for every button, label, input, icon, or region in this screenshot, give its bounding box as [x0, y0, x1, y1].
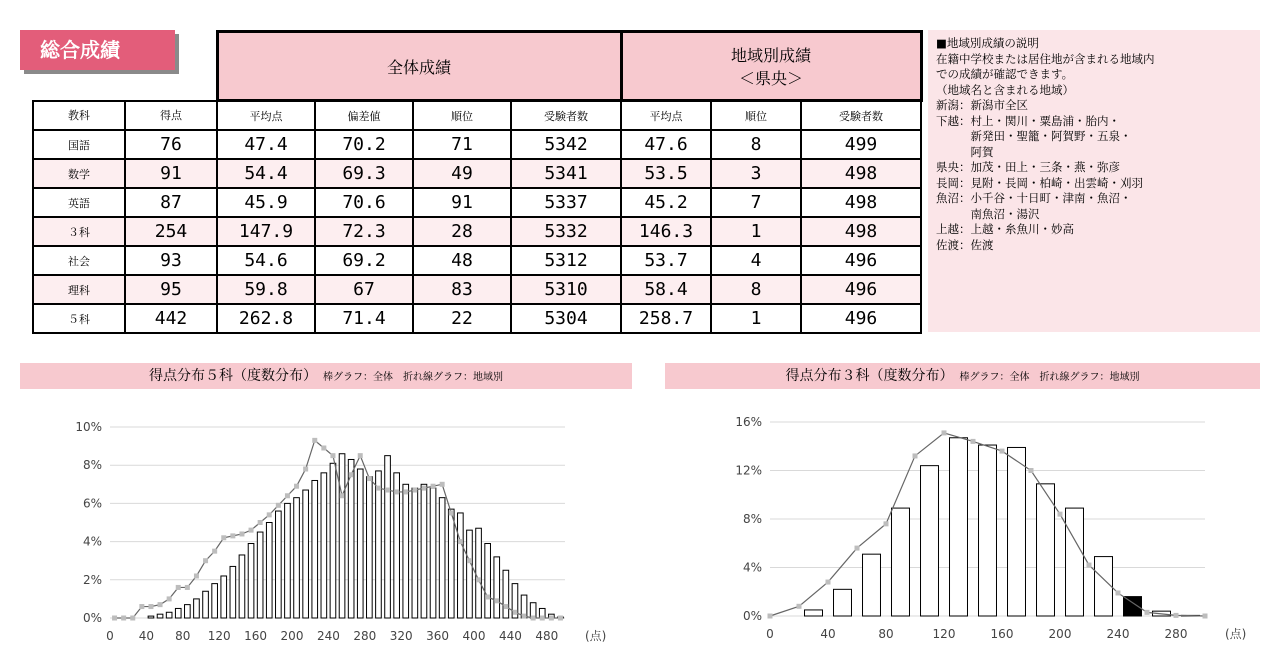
- line-point: [512, 610, 517, 615]
- bar: [385, 456, 391, 618]
- line-point: [112, 616, 117, 621]
- value-cell: 1: [711, 304, 801, 333]
- bar: [157, 614, 163, 618]
- bar: [430, 488, 436, 618]
- line-point: [194, 573, 199, 578]
- chart3-title-bar: [665, 363, 1260, 389]
- line-point: [485, 594, 490, 599]
- chart5-subtitle: 棒グラフ：全体 折れ線グラフ：地域別: [323, 372, 503, 383]
- line-point: [412, 488, 417, 493]
- value-cell: 5310: [511, 275, 621, 304]
- col-header-3: 偏差値: [315, 101, 413, 131]
- table-row: [33, 304, 921, 333]
- col-header-6: 平均点: [621, 101, 711, 131]
- y-tick-label: 4%: [742, 560, 762, 575]
- line-point: [1116, 590, 1121, 595]
- x-tick-label: 160: [244, 629, 268, 643]
- x-tick-label: 0: [106, 629, 114, 643]
- line-point: [503, 604, 508, 609]
- line-point: [449, 510, 454, 515]
- line-point: [467, 558, 472, 563]
- region-note: [928, 30, 1260, 332]
- chart5-title-bar: [20, 363, 632, 389]
- table-row: [33, 246, 921, 275]
- line-point: [797, 604, 802, 609]
- line-point: [440, 482, 445, 487]
- y-tick-label: 16%: [735, 415, 762, 429]
- line-point: [1203, 614, 1208, 619]
- chart3-subtitle: 棒グラフ：全体 折れ線グラフ：地域別: [959, 372, 1140, 383]
- line-point: [267, 512, 272, 517]
- group-header-row: [33, 32, 921, 101]
- value-cell: 47.6: [621, 130, 711, 159]
- bar: [348, 459, 354, 618]
- line-point: [855, 546, 860, 551]
- line-point: [884, 521, 889, 526]
- value-cell: 5312: [511, 246, 621, 275]
- bar: [376, 471, 382, 618]
- bar: [394, 473, 400, 618]
- col-header-8: 受験者数: [801, 101, 921, 131]
- overall-results-badge: 総合成績: [20, 30, 175, 70]
- line-point: [431, 484, 436, 489]
- x-tick-label: 160: [990, 627, 1014, 641]
- bar: [276, 511, 282, 618]
- table-row: [33, 159, 921, 188]
- bar: [321, 473, 327, 618]
- line-point: [312, 438, 317, 443]
- value-cell: 5341: [511, 159, 621, 188]
- table-row: [33, 217, 921, 246]
- value-cell: 254: [125, 217, 217, 246]
- group-region-title: 地域別成績: [730, 46, 811, 65]
- x-tick-label: 40: [138, 629, 155, 643]
- line-point: [340, 493, 345, 498]
- bar: [448, 509, 454, 618]
- value-cell: 53.7: [621, 246, 711, 275]
- x-tick-label: 200: [1048, 627, 1072, 641]
- value-cell: 22: [413, 304, 511, 333]
- x-unit-label: (点): [1225, 627, 1247, 641]
- y-tick-label: 2%: [82, 572, 102, 587]
- value-cell: 258.7: [621, 304, 711, 333]
- bar: [421, 484, 427, 618]
- bar: [248, 544, 254, 618]
- bar: [175, 608, 181, 618]
- value-cell: 7: [711, 188, 801, 217]
- table-row: [33, 130, 921, 159]
- value-cell: 71: [413, 130, 511, 159]
- value-cell: 262.8: [217, 304, 315, 333]
- value-cell: 496: [801, 304, 921, 333]
- line-point: [826, 580, 831, 585]
- bar: [285, 503, 291, 618]
- x-tick-label: 120: [932, 627, 956, 641]
- line-point: [403, 489, 408, 494]
- value-cell: 8: [711, 275, 801, 304]
- value-cell: 59.8: [217, 275, 315, 304]
- line-point: [303, 467, 308, 472]
- region-note-title: ■地域別成績の説明: [936, 36, 1039, 50]
- subject-cell: 理科: [33, 275, 125, 304]
- col-header-7: 順位: [711, 101, 801, 131]
- line-point: [185, 585, 190, 590]
- bar: [266, 523, 272, 619]
- value-cell: 496: [801, 246, 921, 275]
- line-point: [1174, 613, 1179, 618]
- y-tick-label: 0%: [742, 609, 762, 623]
- x-tick-label: 40: [820, 627, 836, 641]
- line-point: [385, 488, 390, 493]
- value-cell: 91: [413, 188, 511, 217]
- line-point: [1058, 512, 1063, 517]
- y-tick-label: 0%: [82, 611, 102, 625]
- x-tick-label: 240: [316, 629, 340, 643]
- value-cell: 1: [711, 217, 801, 246]
- line-point: [1145, 610, 1150, 615]
- line-point: [221, 535, 226, 540]
- line-point: [203, 558, 208, 563]
- bar: [950, 438, 968, 616]
- bar: [458, 513, 464, 618]
- line-point: [1087, 563, 1092, 568]
- y-tick-label: 4%: [82, 534, 102, 549]
- line-point: [476, 577, 481, 582]
- x-tick-label: 0: [766, 627, 774, 641]
- bar: [892, 508, 910, 616]
- region-note-line: 南魚沼・湯沢: [936, 206, 1040, 221]
- value-cell: 95: [125, 275, 217, 304]
- bar: [148, 616, 154, 618]
- y-tick-label: 12%: [735, 463, 762, 478]
- value-cell: 8: [711, 130, 801, 159]
- bar: [476, 528, 482, 618]
- bar: [257, 532, 263, 618]
- line-point: [376, 486, 381, 491]
- value-cell: 28: [413, 217, 511, 246]
- value-cell: 53.5: [621, 159, 711, 188]
- region-note-line: 下越：村上・関川・粟島浦・胎内・: [936, 113, 1120, 128]
- line-point: [358, 453, 363, 458]
- line-point: [139, 604, 144, 609]
- value-cell: 47.4: [217, 130, 315, 159]
- value-cell: 498: [801, 188, 921, 217]
- bar: [367, 477, 373, 618]
- chart5-title: 得点分布５科（度数分布）: [149, 368, 317, 384]
- value-cell: 54.6: [217, 246, 315, 275]
- x-tick-label: 80: [878, 627, 894, 641]
- bar: [412, 488, 418, 618]
- y-tick-label: 10%: [75, 420, 102, 434]
- value-cell: 58.4: [621, 275, 711, 304]
- bar: [485, 544, 491, 618]
- value-cell: 5304: [511, 304, 621, 333]
- bar: [203, 591, 209, 618]
- col-header-4: 順位: [413, 101, 511, 131]
- value-cell: 87: [125, 188, 217, 217]
- line-point: [330, 453, 335, 458]
- region-note-line: 新潟：新潟市全区: [936, 98, 1028, 112]
- bar: [230, 566, 236, 618]
- region-note-line: 佐渡：佐渡: [936, 237, 994, 252]
- subject-cell: 英語: [33, 188, 125, 217]
- col-header-5: 受験者数: [511, 101, 621, 131]
- value-cell: 498: [801, 217, 921, 246]
- y-tick-label: 8%: [82, 458, 102, 473]
- x-tick-label: 280: [353, 629, 377, 643]
- bar: [494, 557, 500, 618]
- line-point: [258, 520, 263, 525]
- y-tick-label: 8%: [742, 512, 762, 526]
- line-point: [540, 616, 545, 621]
- column-header-row: [33, 101, 921, 131]
- x-tick-label: 240: [1106, 627, 1130, 641]
- value-cell: 4: [711, 246, 801, 275]
- line-point: [913, 453, 918, 458]
- line-point: [158, 602, 163, 607]
- line-point: [971, 439, 976, 444]
- group-region-header: [621, 32, 921, 101]
- subject-cell: 社会: [33, 246, 125, 275]
- bar: [185, 605, 191, 618]
- bar: [1037, 484, 1055, 616]
- x-tick-label: 400: [462, 629, 486, 643]
- region-note-line: 新発田・聖籠・阿賀野・五泉・: [936, 129, 1132, 143]
- line-point: [549, 616, 554, 621]
- line-point: [212, 549, 217, 554]
- value-cell: 49: [413, 159, 511, 188]
- line-point: [494, 598, 499, 603]
- subject-cell: ５科: [33, 304, 125, 333]
- x-tick-label: 360: [426, 629, 450, 643]
- line-point: [1029, 468, 1034, 473]
- value-cell: 147.9: [217, 217, 315, 246]
- region-note-line: 阿賀: [936, 144, 994, 159]
- bar: [357, 469, 363, 618]
- x-tick-label: 120: [207, 629, 231, 643]
- y-tick-label: 6%: [82, 496, 102, 511]
- col-header-1: 得点: [125, 101, 217, 131]
- line-point: [230, 533, 235, 538]
- line-point: [239, 531, 244, 536]
- bar: [339, 454, 345, 618]
- value-cell: 72.3: [315, 217, 413, 246]
- line-point: [531, 616, 536, 621]
- x-tick-label: 200: [280, 629, 304, 643]
- bar: [834, 589, 852, 616]
- bar: [212, 584, 218, 618]
- line-point: [294, 484, 299, 489]
- col-header-0: 教科: [33, 101, 125, 131]
- x-tick-label: 280: [1164, 627, 1188, 641]
- line-point: [394, 489, 399, 494]
- line-point: [121, 616, 126, 621]
- line-point: [285, 493, 290, 498]
- x-tick-label: 320: [389, 629, 413, 643]
- line-point: [421, 486, 426, 491]
- value-cell: 499: [801, 130, 921, 159]
- score-distribution-3-chart: [650, 400, 1270, 670]
- value-cell: 5332: [511, 217, 621, 246]
- line-point: [167, 596, 172, 601]
- value-cell: 83: [413, 275, 511, 304]
- group-region-name: ＜県央＞: [738, 69, 803, 88]
- subject-cell: ３科: [33, 217, 125, 246]
- region-note-line: （地域名と含まれる地域）: [936, 82, 1074, 97]
- bar: [330, 463, 336, 618]
- line-point: [276, 503, 281, 508]
- score-distribution-5-chart: [0, 400, 640, 670]
- line-point: [321, 446, 326, 451]
- line-point: [558, 616, 563, 621]
- x-unit-label: (点): [585, 629, 607, 643]
- bar: [303, 490, 309, 618]
- value-cell: 70.2: [315, 130, 413, 159]
- value-cell: 93: [125, 246, 217, 275]
- subject-cell: 国語: [33, 130, 125, 159]
- group-overall-header: 全体成績: [217, 32, 621, 101]
- subject-cell: 数学: [33, 159, 125, 188]
- region-note-line: 上越：上越・糸魚川・妙高: [936, 222, 1074, 236]
- value-cell: 71.4: [315, 304, 413, 333]
- region-note-line: 長岡：見附・長岡・柏崎・出雲崎・刈羽: [936, 175, 1143, 190]
- value-cell: 45.2: [621, 188, 711, 217]
- value-cell: 496: [801, 275, 921, 304]
- value-cell: 67: [315, 275, 413, 304]
- bar: [403, 484, 409, 618]
- line-point: [1000, 449, 1005, 454]
- value-cell: 5337: [511, 188, 621, 217]
- line-point: [130, 616, 135, 621]
- bar: [239, 555, 245, 618]
- table-row: [33, 275, 921, 304]
- region-note-line: 在籍中学校または居住地が含まれる地域内: [936, 51, 1155, 66]
- value-cell: 48: [413, 246, 511, 275]
- region-note-line: での成績が確認できます。: [936, 67, 1074, 81]
- line-point: [367, 476, 372, 481]
- value-cell: 91: [125, 159, 217, 188]
- x-tick-label: 480: [535, 629, 559, 643]
- x-tick-label: 440: [498, 629, 522, 643]
- value-cell: 54.4: [217, 159, 315, 188]
- bar: [503, 570, 509, 618]
- value-cell: 3: [711, 159, 801, 188]
- bar: [979, 445, 997, 616]
- value-cell: 69.3: [315, 159, 413, 188]
- bar: [467, 530, 473, 618]
- bar: [1008, 447, 1026, 616]
- region-note-line: 魚沼：小千谷・十日町・津南・魚沼・: [936, 191, 1132, 205]
- bar: [1066, 508, 1084, 616]
- bar: [221, 576, 227, 618]
- line-point: [522, 614, 527, 619]
- value-cell: 498: [801, 159, 921, 188]
- value-cell: 146.3: [621, 217, 711, 246]
- bar: [194, 599, 200, 618]
- line-point: [942, 430, 947, 435]
- scores-table: [32, 30, 923, 334]
- bar: [805, 610, 823, 616]
- col-header-2: 平均点: [217, 101, 315, 131]
- value-cell: 70.6: [315, 188, 413, 217]
- value-cell: 69.2: [315, 246, 413, 275]
- line-point: [768, 614, 773, 619]
- line-point: [349, 472, 354, 477]
- bar: [439, 498, 445, 618]
- bar: [863, 554, 881, 616]
- bar: [312, 480, 318, 618]
- value-cell: 5342: [511, 130, 621, 159]
- bar: [1095, 557, 1113, 616]
- value-cell: 442: [125, 304, 217, 333]
- region-note-line: 県央：加茂・田上・三条・燕・弥彦: [936, 160, 1120, 174]
- table-row: [33, 188, 921, 217]
- bar: [166, 612, 172, 618]
- bar: [921, 466, 939, 616]
- bar: [294, 498, 300, 618]
- line-point: [176, 585, 181, 590]
- line-point: [249, 528, 254, 533]
- x-tick-label: 80: [175, 629, 191, 643]
- line-point: [148, 604, 153, 609]
- value-cell: 76: [125, 130, 217, 159]
- value-cell: 45.9: [217, 188, 315, 217]
- chart3-title: 得点分布３科（度数分布）: [785, 368, 954, 384]
- line-point: [458, 539, 463, 544]
